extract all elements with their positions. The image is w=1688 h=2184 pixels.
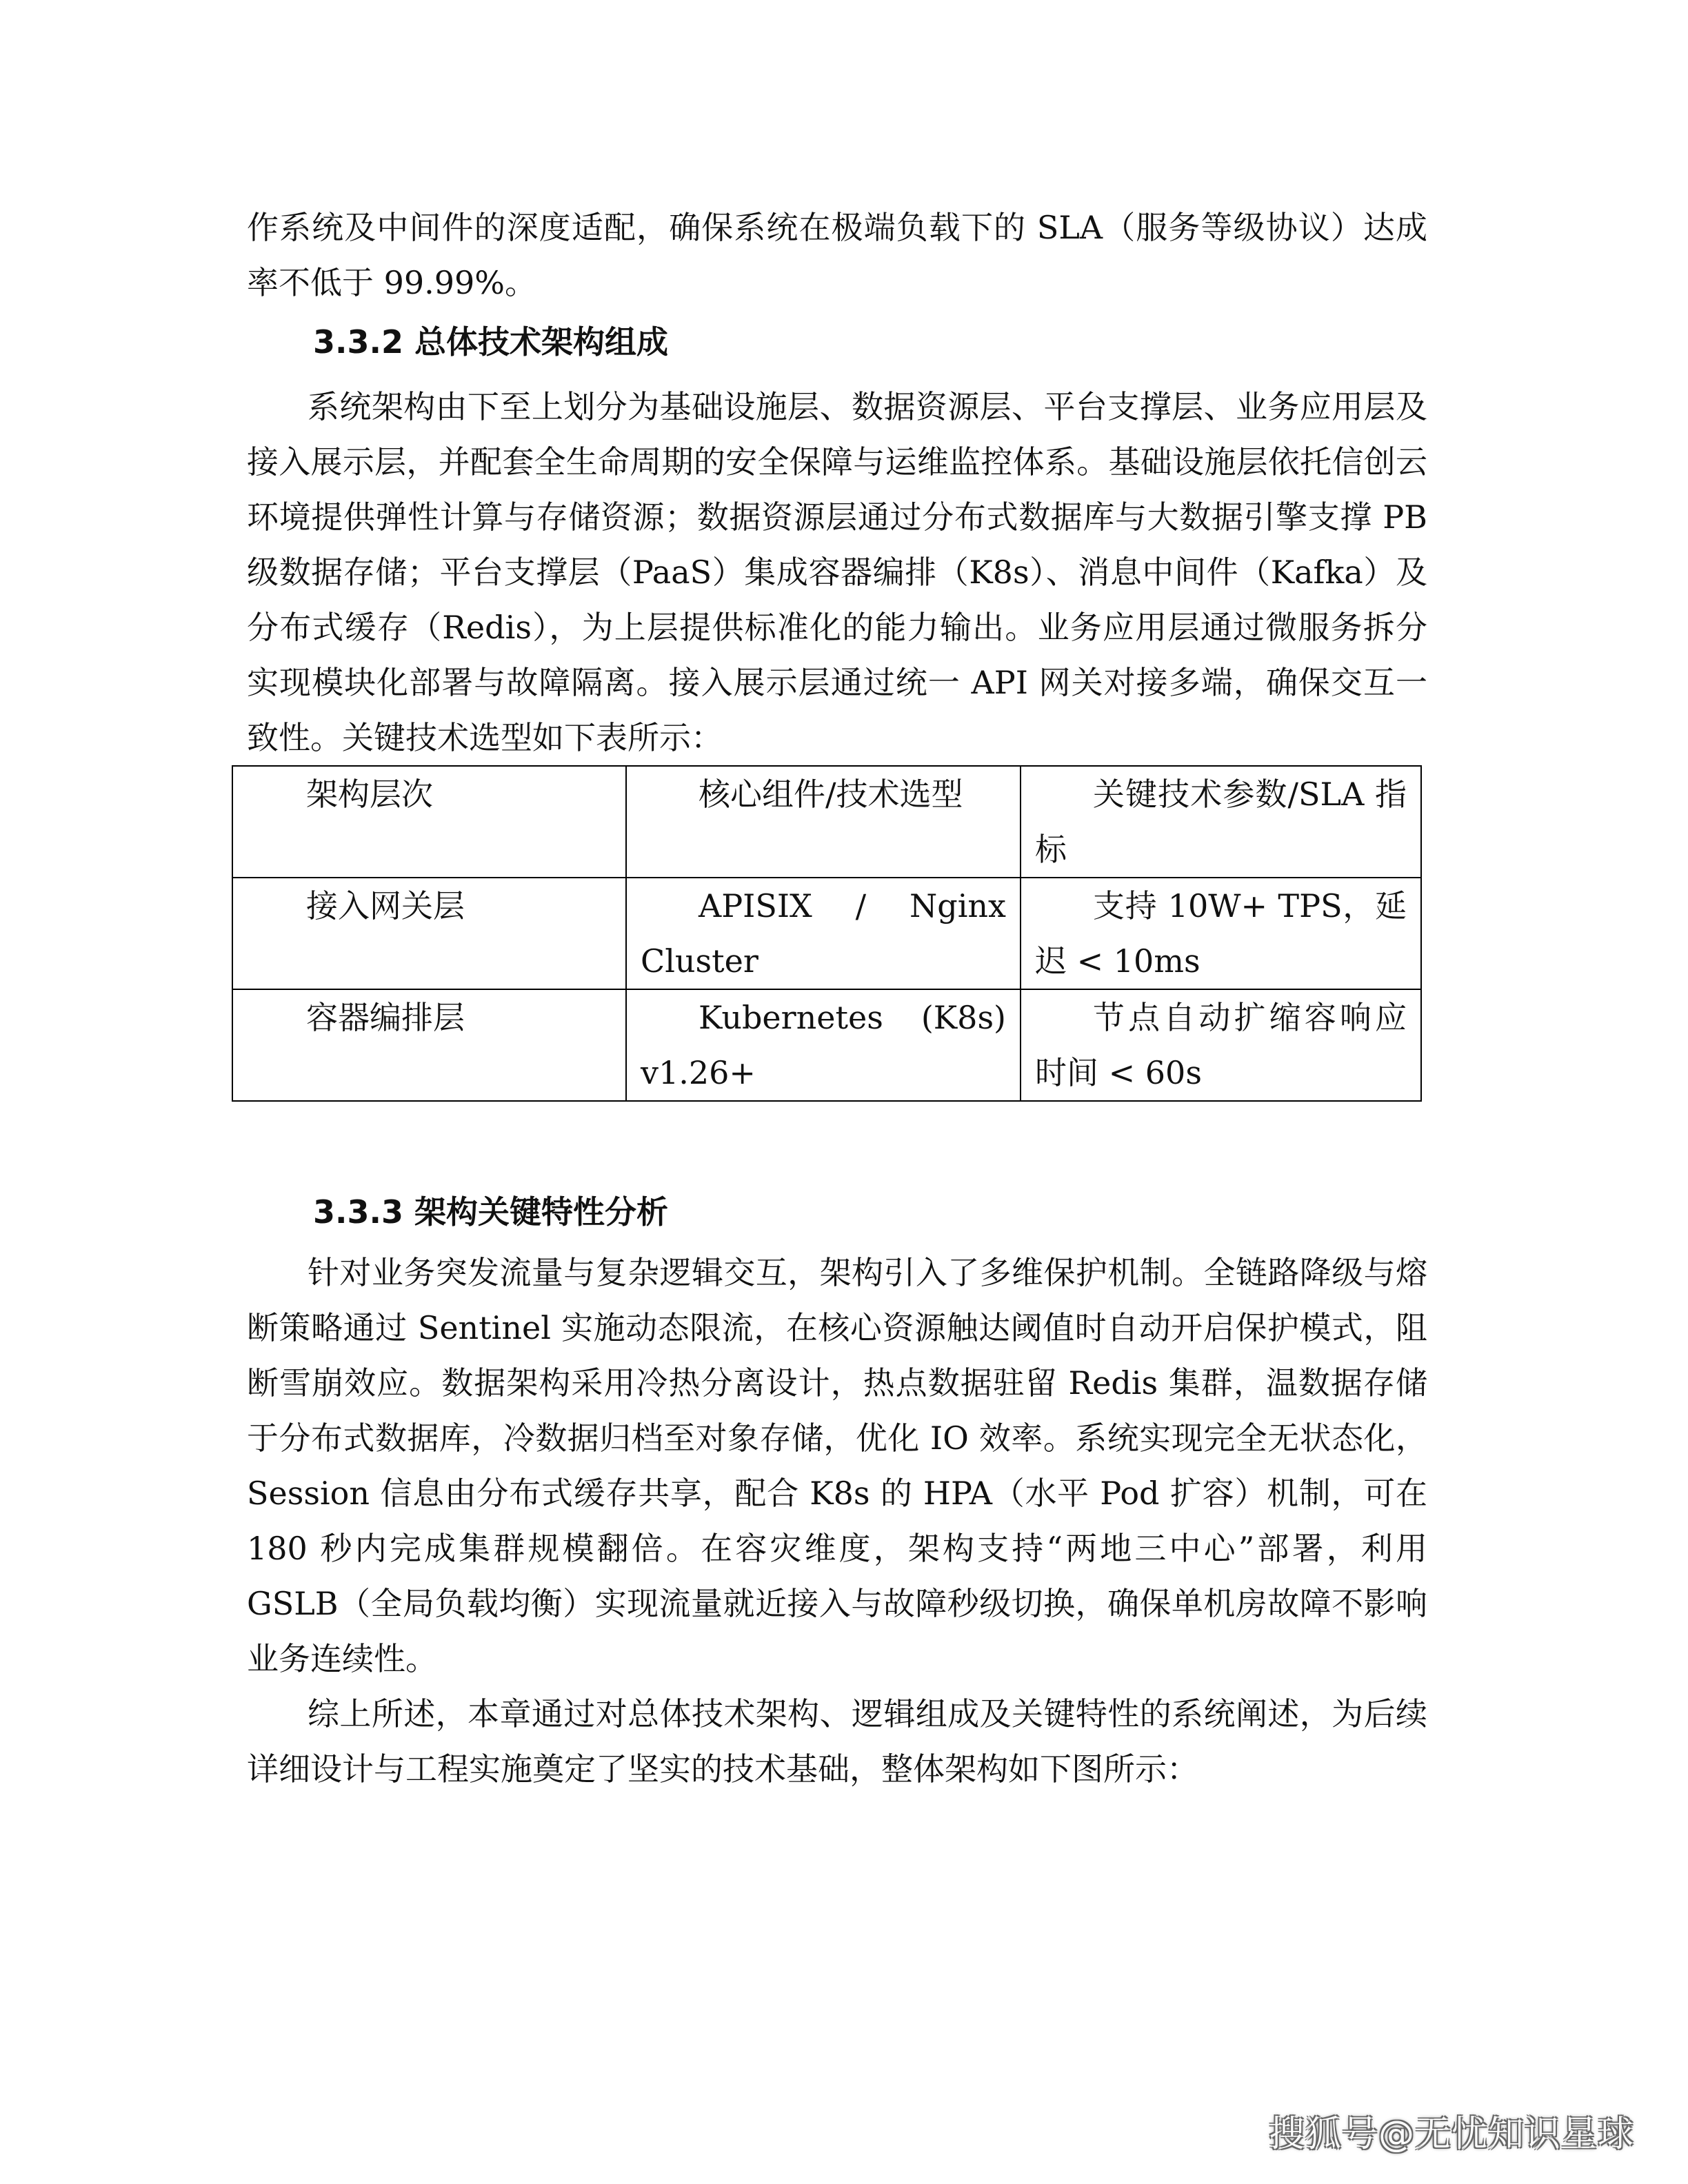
section-3-3-3-paragraph-1: 针对业务突发流量与复杂逻辑交互，架构引入了多维保护机制。全链路降级与熔断策略通过 Sentinel 实施动态限流，在核心资源触达阈值时自动开启保护模式，阻断雪崩效应。数据架构采用冷热分离设计，热点数据驻留 Redis 集群，温数据存储于分布式数据库，冷数据归档至对象存储，优化 IO 效率。系统实现完全无状态化，Session 信息由分布式缓存共享，配合 K8s 的 HPA（水平 Pod 扩容）机制，可在 180 秒内完成集群规模翻倍。在容灾维度，架构支持“两地三中心”部署，利用 GSLB（全局负载均衡）实现流量就近接入与故障秒级切换，确保单机房故障不影响业务连续性。 (247, 1254, 1427, 1677)
section-3-3-3-paragraph-2: 综上所述，本章通过对总体技术架构、逻辑组成及关键特性的系统阐述，为后续详细设计与工程实施奠定了坚实的技术基础，整体架构如下图所示： (247, 1695, 1427, 1788)
table-cell: APISIX / Nginx Cluster (626, 878, 1021, 989)
table-cell: Kubernetes (K8s) v1.26+ (626, 989, 1021, 1101)
tech-selection-table (232, 765, 1422, 1102)
table-header-cell: 关键技术参数/SLA 指标 (1021, 766, 1421, 878)
section-3-3-2-paragraph: 系统架构由下至上划分为基础设施层、数据资源层、平台支撑层、业务应用层及接入展示层，并配套全生命周期的安全保障与运维监控体系。基础设施层依托信创云环境提供弹性计算与存储资源；数据资源层通过分布式数据库与大数据引擎支撑 PB 级数据存储；平台支撑层（PaaS）集成容器编排（K8s）、消息中间件（Kafka）及分布式缓存（Redis），为上层提供标准化的能力输出。业务应用层通过微服务拆分实现模块化部署与故障隔离。接入展示层通过统一 API 网关对接多端，确保交互一致性。关键技术选型如下表所示： (247, 388, 1427, 756)
table-cell: 容器编排层 (232, 989, 626, 1101)
table-cell: 节点自动扩缩容响应时间 < 60s (1021, 989, 1421, 1101)
table-cell: 支持 10W+ TPS，延迟 < 10ms (1021, 878, 1421, 989)
document-page (247, 200, 1427, 1797)
table-cell: 接入网关层 (232, 878, 626, 989)
source-watermark: 搜狐号@无忧知识星球 (1268, 2114, 1634, 2155)
table-row (232, 989, 1421, 1101)
intro-paragraph: 作系统及中间件的深度适配，确保系统在极端负载下的 SLA（服务等级协议）达成率不低于 99.99%。 (247, 209, 1427, 301)
table-row (232, 878, 1421, 989)
section-3-3-2-heading: 3.3.2 总体技术架构组成 (313, 323, 668, 361)
table-header-cell: 架构层次 (232, 766, 626, 878)
table-header-cell: 核心组件/技术选型 (626, 766, 1021, 878)
table-header-row (232, 766, 1421, 878)
section-3-3-3-heading: 3.3.3 架构关键特性分析 (313, 1193, 668, 1231)
